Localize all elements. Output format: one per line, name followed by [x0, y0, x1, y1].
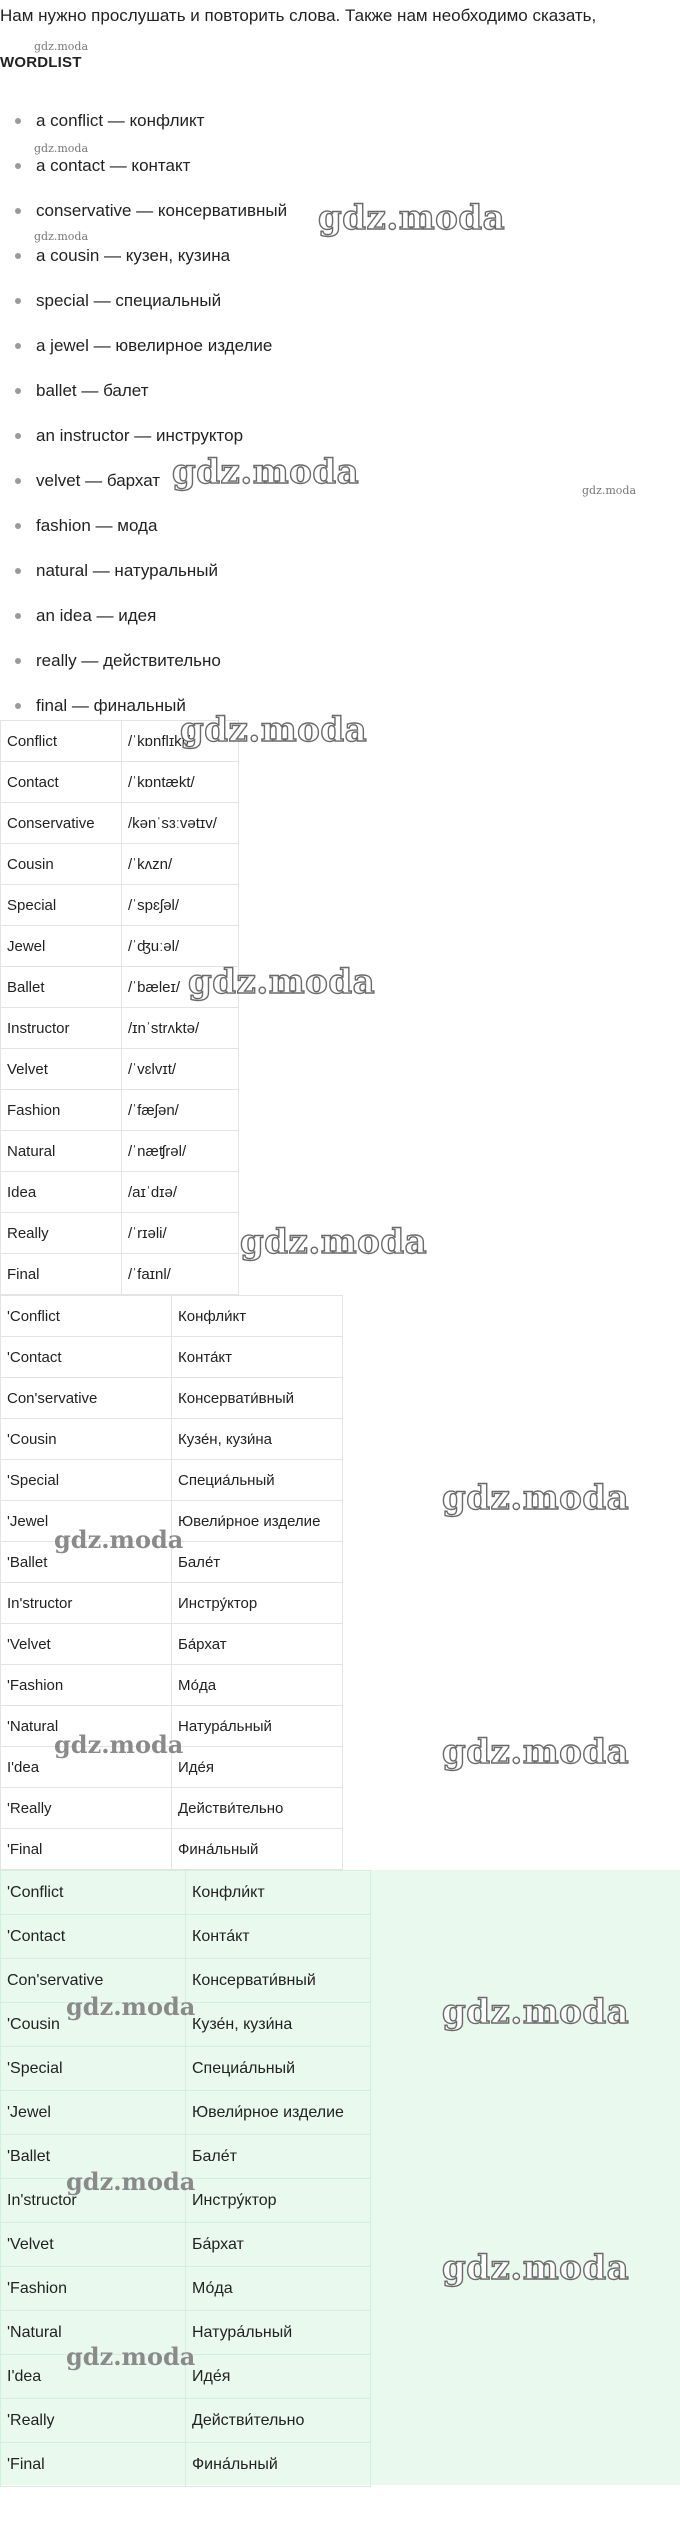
bullet-icon: [15, 298, 21, 304]
table-row: [1, 803, 239, 844]
table-cell-en: 'Really: [1, 1788, 172, 1829]
table-cell-ru: Конфли́кт: [172, 1296, 343, 1337]
wordlist-item-text: an instructor — инструктор: [36, 426, 244, 445]
bullet-icon: [15, 433, 21, 439]
table-cell-word: Special: [1, 885, 122, 926]
table-row: [1, 1501, 343, 1542]
table-cell-en: 'Conflict: [1, 1296, 172, 1337]
table-row: [1, 1583, 343, 1624]
table-cell-ru: Мо́да: [186, 2267, 371, 2311]
table-cell-word: Natural: [1, 1131, 122, 1172]
table-row: [1, 885, 239, 926]
table-cell-ipa: /ˈʤuːəl/: [122, 926, 239, 967]
table-cell-en: In'structor: [1, 1583, 172, 1624]
table-cell-word: Velvet: [1, 1049, 122, 1090]
table-row: [1, 1419, 343, 1460]
table-cell-ru: Действи́тельно: [172, 1788, 343, 1829]
table-cell-en: 'Special: [1, 1460, 172, 1501]
wordlist-item-text: final — финальный: [36, 696, 186, 715]
table-cell-ru: Бале́т: [172, 1542, 343, 1583]
table-cell-en: In'structor: [1, 2179, 186, 2223]
wordlist-item-text: really — действительно: [36, 651, 221, 670]
table-cell-ru: Конта́кт: [186, 1915, 371, 1959]
table-cell-ipa: /ˈvɛlvɪt/: [122, 1049, 239, 1090]
table-cell-ru: Натура́льный: [186, 2311, 371, 2355]
table-row: [1, 1213, 239, 1254]
wordlist-item: [0, 98, 680, 143]
table-cell-ru: Инстру́ктор: [186, 2179, 371, 2223]
bullet-icon: [15, 208, 21, 214]
wordlist-item-text: a jewel — ювелирное изделие: [36, 336, 273, 355]
wordlist-item-text: velvet — бархат: [36, 471, 161, 490]
table-cell-en: 'Contact: [1, 1915, 186, 1959]
table-cell-en: 'Contact: [1, 1337, 172, 1378]
table-row: [1, 967, 239, 1008]
watermark: gdz.moda: [188, 962, 376, 1002]
watermark: gdz.moda: [318, 198, 506, 238]
wordlist-item-text: a cousin — кузен, кузина: [36, 246, 231, 265]
table-cell-ipa: /ˈkʌzn/: [122, 844, 239, 885]
table-row: [1, 1049, 239, 1090]
wordlist-item-text: special — специальный: [36, 291, 222, 310]
table-row: [1, 1959, 371, 2003]
watermark: gdz.moda: [34, 40, 89, 53]
table-cell-ru: Консервати́вный: [186, 1959, 371, 2003]
table-cell-ru: Консервати́вный: [172, 1378, 343, 1419]
table-cell-ipa: /ˈrɪəli/: [122, 1213, 239, 1254]
bullet-icon: [15, 523, 21, 529]
table-cell-ru: Кузе́н, кузи́на: [186, 2003, 371, 2047]
table-cell-ipa: /ˈspɛʃəl/: [122, 885, 239, 926]
watermark: gdz.moda: [240, 1222, 428, 1262]
table-cell-en: Con'servative: [1, 1959, 186, 2003]
wordlist-item-text: fashion — мода: [36, 516, 158, 535]
table-cell-ru: Натура́льный: [172, 1706, 343, 1747]
table-row: [1, 1542, 343, 1583]
table-cell-ru: Мо́да: [172, 1665, 343, 1706]
table-cell-en: 'Ballet: [1, 1542, 172, 1583]
table-row: [1, 1254, 239, 1295]
table-row: [1, 2355, 371, 2399]
transcription-table: [0, 720, 239, 1295]
table-row: [1, 1915, 371, 1959]
watermark: gdz.moda: [66, 1992, 196, 2021]
table-row: [1, 762, 239, 803]
watermark: gdz.moda: [442, 2248, 630, 2288]
wordlist-item: [0, 458, 680, 503]
bullet-icon: [15, 118, 21, 124]
table-cell-ru: Специа́льный: [172, 1460, 343, 1501]
table-cell-en: 'Natural: [1, 1706, 172, 1747]
table-row: [1, 1172, 239, 1213]
table-cell-ipa: /ˈkɒnflɪkt/: [122, 721, 239, 762]
watermark: gdz.moda: [54, 1525, 184, 1554]
wordlist-item: [0, 278, 680, 323]
table-cell-word: Final: [1, 1254, 122, 1295]
table-row: [1, 2003, 371, 2047]
table-row: [1, 2311, 371, 2355]
watermark: gdz.moda: [34, 142, 89, 155]
table-cell-en: 'Ballet: [1, 2135, 186, 2179]
table-row: [1, 844, 239, 885]
wordlist-item: [0, 503, 680, 548]
table-cell-en: 'Jewel: [1, 2091, 186, 2135]
bullet-icon: [15, 388, 21, 394]
table-row: [1, 2179, 371, 2223]
table-cell-en: 'Fashion: [1, 2267, 186, 2311]
table-cell-ru: Бале́т: [186, 2135, 371, 2179]
bullet-icon: [15, 613, 21, 619]
table-row: [1, 1337, 343, 1378]
table-row: [1, 1706, 343, 1747]
watermark: gdz.moda: [442, 1992, 630, 2032]
wordlist-item: [0, 188, 680, 233]
wordlist-item-text: conservative — консервативный: [36, 201, 288, 220]
table-row: [1, 2091, 371, 2135]
table-row: [1, 1378, 343, 1419]
table-cell-ru: Ювели́рное изделие: [172, 1501, 343, 1542]
table-cell-word: Cousin: [1, 844, 122, 885]
table-cell-en: 'Really: [1, 2399, 186, 2443]
table-cell-ru: Ба́рхат: [172, 1624, 343, 1665]
table-row: [1, 1665, 343, 1706]
table-cell-ipa: /ˈbæleɪ/: [122, 967, 239, 1008]
table-cell-en: 'Cousin: [1, 1419, 172, 1460]
table-row: [1, 1008, 239, 1049]
watermark: gdz.moda: [34, 230, 89, 243]
table-cell-ipa: /kənˈsɜːvətɪv/: [122, 803, 239, 844]
stress-table: [0, 1295, 343, 1870]
bullet-icon: [15, 658, 21, 664]
wordlist-item-text: natural — натуральный: [36, 561, 218, 580]
wordlist: [0, 98, 680, 728]
intro-text: Нам нужно прослушать и повторить слова. Также нам необходимо сказать,: [0, 6, 597, 25]
table-cell-ru: Конта́кт: [172, 1337, 343, 1378]
table-cell-ru: Кузе́н, кузи́на: [172, 1419, 343, 1460]
table-row: [1, 2443, 371, 2487]
table-cell-en: 'Conflict: [1, 1871, 186, 1915]
table-row: [1, 1131, 239, 1172]
table-cell-ipa: /ˈfaɪnl/: [122, 1254, 239, 1295]
wordlist-item: [0, 413, 680, 458]
wordlist-item: [0, 548, 680, 593]
table-cell-word: Jewel: [1, 926, 122, 967]
table-row: [1, 2135, 371, 2179]
table-row: [1, 2267, 371, 2311]
table-cell-ru: Ба́рхат: [186, 2223, 371, 2267]
table-cell-en: I'dea: [1, 2355, 186, 2399]
table-cell-word: Instructor: [1, 1008, 122, 1049]
table-cell-ru: Действи́тельно: [186, 2399, 371, 2443]
table-cell-word: Ballet: [1, 967, 122, 1008]
table-cell-word: Really: [1, 1213, 122, 1254]
table-cell-word: Contact: [1, 762, 122, 803]
table-cell-en: 'Natural: [1, 2311, 186, 2355]
watermark: gdz.moda: [66, 2167, 196, 2196]
table-cell-ipa: /ˈfæʃən/: [122, 1090, 239, 1131]
bullet-icon: [15, 478, 21, 484]
stress-table-highlighted: [0, 1870, 371, 2487]
table-cell-word: Idea: [1, 1172, 122, 1213]
watermark: gdz.moda: [180, 710, 368, 750]
table-cell-en: 'Special: [1, 2047, 186, 2091]
table-cell-ru: Ювели́рное изделие: [186, 2091, 371, 2135]
table-row: [1, 721, 239, 762]
watermark: gdz.moda: [54, 1730, 184, 1759]
table-cell-word: Fashion: [1, 1090, 122, 1131]
table-row: [1, 1788, 343, 1829]
wordlist-item-text: an idea — идея: [36, 606, 157, 625]
watermark: gdz.moda: [582, 484, 637, 497]
table-cell-ru: Инстру́ктор: [172, 1583, 343, 1624]
table-cell-ru: Специа́льный: [186, 2047, 371, 2091]
table-row: [1, 2047, 371, 2091]
table-cell-en: 'Cousin: [1, 2003, 186, 2047]
table-cell-en: I'dea: [1, 1747, 172, 1788]
wordlist-item: [0, 323, 680, 368]
table-row: [1, 926, 239, 967]
watermark: gdz.moda: [442, 1732, 630, 1772]
table-cell-ipa: /ˈkɒntækt/: [122, 762, 239, 803]
table-cell-ipa: /ˈnæʧrəl/: [122, 1131, 239, 1172]
bullet-icon: [15, 703, 21, 709]
table-row: [1, 1296, 343, 1337]
table-row: [1, 2399, 371, 2443]
table-cell-word: Conflict: [1, 721, 122, 762]
table-cell-en: 'Fashion: [1, 1665, 172, 1706]
table-cell-ipa: /ɪnˈstrʌktə/: [122, 1008, 239, 1049]
wordlist-item: [0, 233, 680, 278]
table-row: [1, 1747, 343, 1788]
wordlist-item: [0, 593, 680, 638]
table-row: [1, 1460, 343, 1501]
table-row: [1, 1624, 343, 1665]
wordlist-item-text: ballet — балет: [36, 381, 149, 400]
wordlist-item: [0, 638, 680, 683]
table-cell-ipa: /aɪˈdɪə/: [122, 1172, 239, 1213]
table-cell-ru: Фина́льный: [186, 2443, 371, 2487]
table-cell-ru: Иде́я: [172, 1747, 343, 1788]
table-cell-word: Conservative: [1, 803, 122, 844]
table-cell-ru: Конфли́кт: [186, 1871, 371, 1915]
bullet-icon: [15, 343, 21, 349]
watermark: gdz.moda: [172, 452, 360, 492]
table-cell-ru: Иде́я: [186, 2355, 371, 2399]
table-cell-ru: Фина́льный: [172, 1829, 343, 1870]
table-row: [1, 1871, 371, 1915]
table-cell-en: 'Final: [1, 2443, 186, 2487]
table-cell-en: Con'servative: [1, 1378, 172, 1419]
table-row: [1, 2223, 371, 2267]
watermark: gdz.moda: [442, 1478, 630, 1518]
wordlist-item-text: a conflict — конфликт: [36, 111, 205, 130]
table-row: [1, 1829, 343, 1870]
table-cell-en: 'Velvet: [1, 2223, 186, 2267]
table-cell-en: 'Jewel: [1, 1501, 172, 1542]
wordlist-heading: WORDLIST: [0, 54, 82, 71]
bullet-icon: [15, 568, 21, 574]
wordlist-item: [0, 143, 680, 188]
table-row: [1, 1090, 239, 1131]
bullet-icon: [15, 163, 21, 169]
watermark: gdz.moda: [66, 2342, 196, 2371]
wordlist-item: [0, 368, 680, 413]
table-cell-en: 'Final: [1, 1829, 172, 1870]
wordlist-item-text: a contact — контакт: [36, 156, 191, 175]
bullet-icon: [15, 253, 21, 259]
table-cell-en: 'Velvet: [1, 1624, 172, 1665]
